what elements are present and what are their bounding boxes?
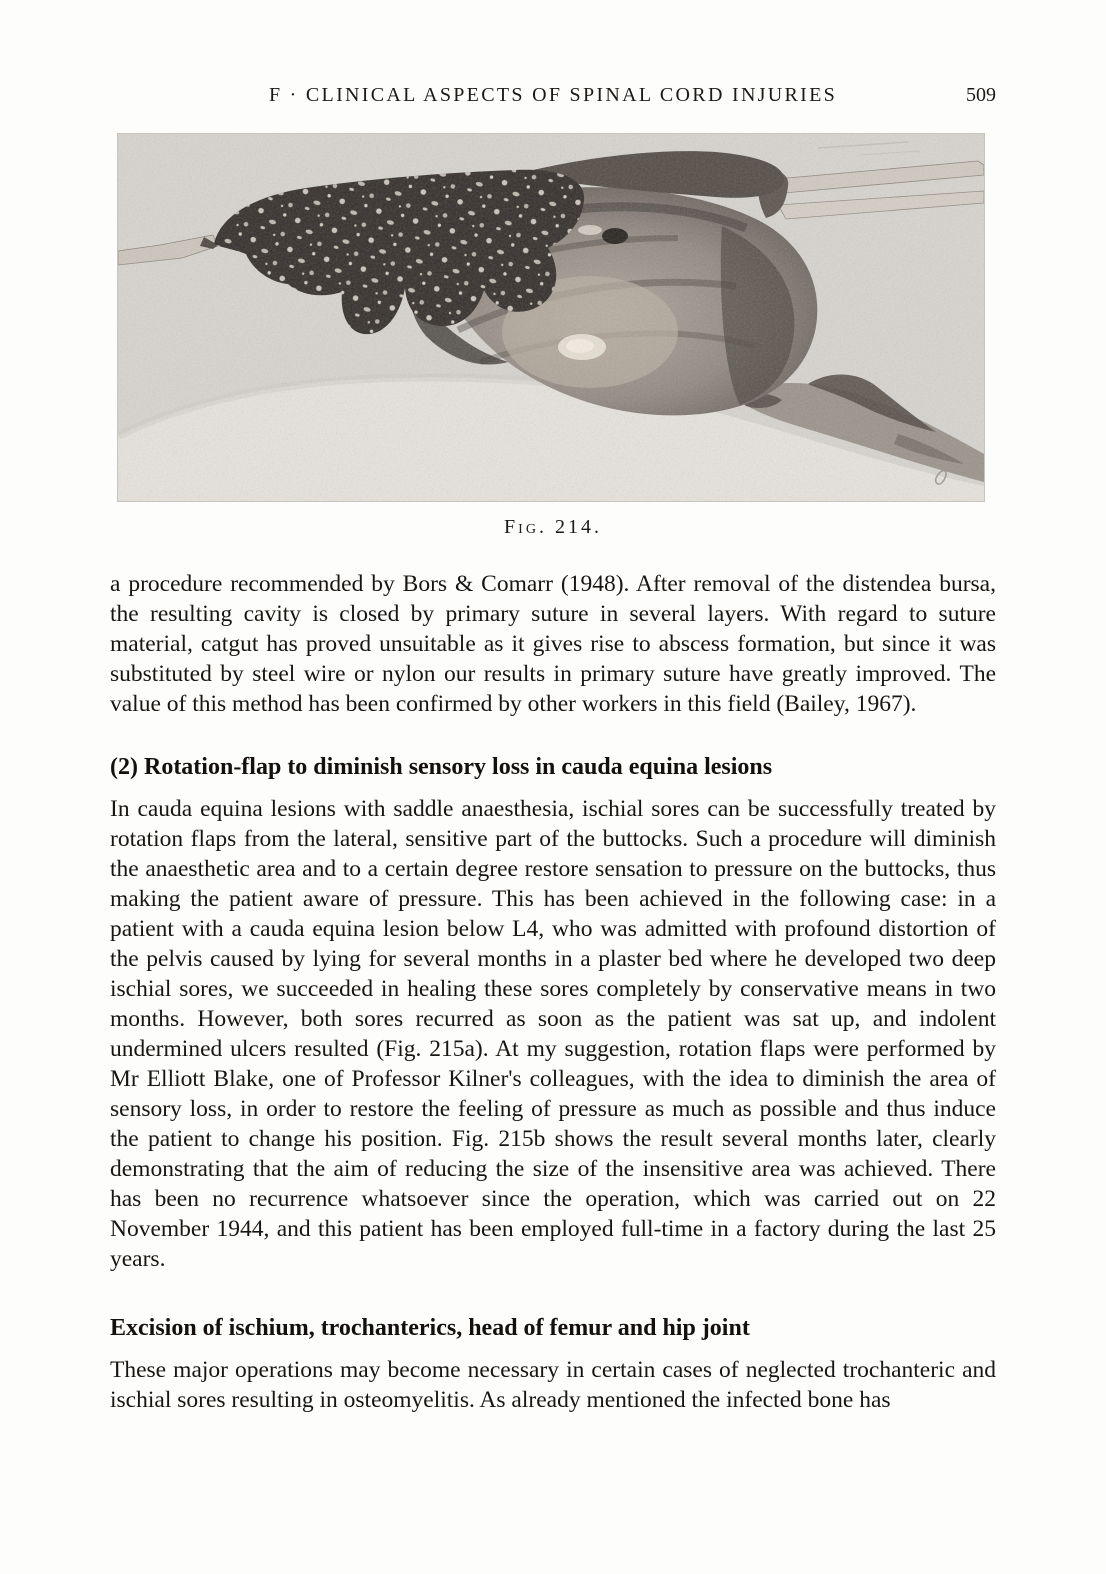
section-body-excision: These major operations may become necessary in certain cases of neglected trochanteric and ischial sores resulting in osteomyelitis. As already mentioned the infected bone has — [110, 1357, 996, 1413]
section-heading-excision: Excision of ischium, trochanterics, head of femur and hip joint — [110, 1315, 750, 1341]
page-number: 509 — [966, 84, 996, 106]
figure-214 — [110, 134, 996, 539]
figure-photo-art — [118, 134, 984, 501]
photo-grain — [118, 134, 984, 501]
section-heading-rotation-flap: (2) Rotation-flap to diminish sensory loss in cauda equina lesions — [110, 754, 773, 780]
paragraph-continuation: a procedure recommended by Bors & Comarr (1948). After removal of the distendea bursa, the resulting cavity is closed by primary suture in several layers. With regard to suture material, catgut has proved unsuitable as it gives rise to abscess formation, but since it was substituted by steel wire or nylon our results in primary suture have greatly improved. The value of this method has been confirmed by other workers in this field (Bailey, 1967). — [110, 571, 996, 717]
running-head-title: F · CLINICAL ASPECTS OF SPINAL CORD INJURIES — [268, 84, 838, 106]
figure-caption: Fig. 214. — [504, 516, 602, 538]
section-body-rotation-flap: In cauda equina lesions with saddle anaesthesia, ischial sores can be successfully treated by rotation flaps from the lateral, sensitive part of the buttocks. Such a procedure will diminish the anaesthetic area and to a certain degree restore sensation to pressure on the buttocks, thus making the patient aware of pressure. This has been achieved in the following case: in a patient with a cauda equina lesion below L4, who was admitted with profound distortion of the pelvis caused by lying for several months in a plaster bed where he developed two deep ischial sores, we succeeded in healing these sores completely by conservative means in two months. However, both sores recurred as soon as the patient was sat up, and indolent undermined ulcers resulted (Fig. 215a). At my suggestion, rotation flaps were performed by Mr Elliott Blake, one of Professor Kilner's colleagues, with the idea to diminish the area of sensory loss, in order to restore the feeling of pressure as much as possible and thus induce the patient to change his position. Fig. 215b shows the result several months later, clearly demonstrating that the aim of reducing the size of the insensitive area was achieved. There has been no recurrence whatsoever since the operation, which was carried out on 22 November 1944, and this patient has been employed full-time in a factory during the last 25 years. — [110, 796, 996, 1272]
figure-photo — [118, 134, 984, 501]
running-head — [110, 84, 996, 107]
